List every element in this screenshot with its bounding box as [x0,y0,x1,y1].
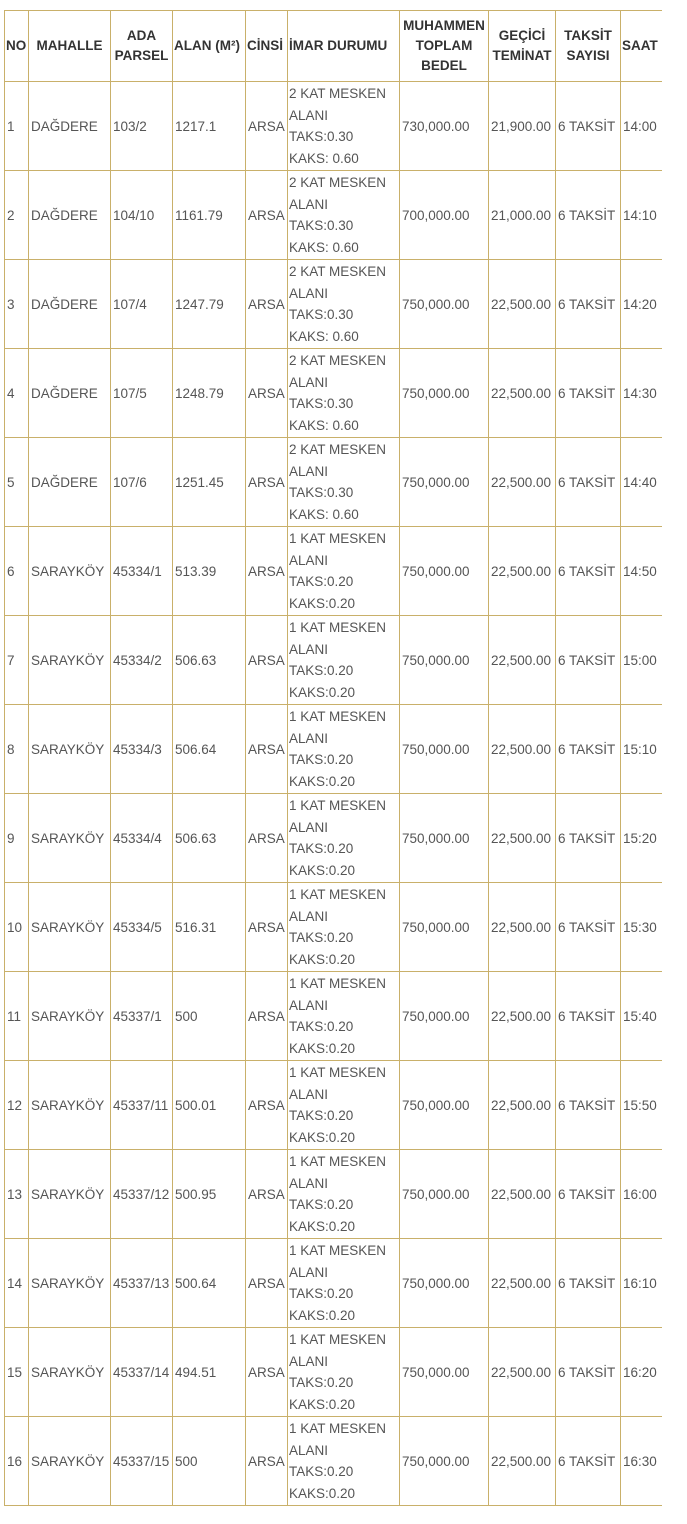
imar-line: 1 KAT MESKEN [289,1243,387,1258]
header-sayisi-line: SAYISI [566,48,610,63]
cell-mahalle: SARAYKÖY [29,527,111,616]
cell-alan: 1161.79 [173,171,246,260]
cell-bedel: 750,000.00 [400,260,489,349]
header-teminat-line: TEMİNAT [492,48,552,63]
cell-teminat: 22,500.00 [489,1239,556,1328]
imar-line: KAKS:0.20 [289,595,356,611]
imar-line: TAKS:0.20 [289,1019,354,1034]
cell-mahalle: SARAYKÖY [29,1417,111,1506]
imar-line: ALANI [289,374,329,390]
cell-alan: 500.01 [173,1061,246,1150]
imar-line: KAKS:0.20 [289,1129,356,1145]
cell-no: 15 [5,1328,29,1417]
cell-alan: 506.63 [173,794,246,883]
cell-mahalle: SARAYKÖY [29,1061,111,1150]
imar-line: TAKS:0.30 [289,218,354,233]
imar-line: 1 KAT MESKEN [289,798,387,813]
cell-cinsi: ARSA [246,171,288,260]
cell-alan: 1247.79 [173,260,246,349]
cell-mahalle: DAĞDERE [29,171,111,260]
imar-line: ALANI [289,1086,329,1102]
cell-teminat: 22,500.00 [489,705,556,794]
cell-imar [288,1328,400,1417]
imar-line: TAKS:0.20 [289,752,354,767]
cell-ada-parsel: 45337/14 [111,1328,173,1417]
cell-imar [288,1061,400,1150]
cell-teminat: 22,500.00 [489,794,556,883]
cell-ada-parsel: 45334/2 [111,616,173,705]
imar-line: ALANI [289,997,329,1013]
cell-no: 14 [5,1239,29,1328]
cell-bedel: 750,000.00 [400,883,489,972]
cell-ada-parsel: 45334/3 [111,705,173,794]
cell-taksit: 6 TAKSİT [556,616,621,705]
cell-cinsi: ARSA [246,1328,288,1417]
cell-no: 11 [5,972,29,1061]
cell-saat: 15:20 [621,794,663,883]
cell-mahalle: SARAYKÖY [29,1150,111,1239]
header-taksit [556,11,621,82]
cell-imar [288,82,400,171]
cell-teminat: 22,500.00 [489,616,556,705]
imar-line: 2 KAT MESKEN [289,264,387,279]
cell-bedel: 750,000.00 [400,1150,489,1239]
cell-no: 9 [5,794,29,883]
cell-saat: 15:10 [621,705,663,794]
imar-line: TAKS:0.20 [289,930,354,945]
cell-mahalle: DAĞDERE [29,82,111,171]
cell-bedel: 750,000.00 [400,1417,489,1506]
cell-taksit: 6 TAKSİT [556,1417,621,1506]
imar-line: 1 KAT MESKEN [289,1332,387,1347]
cell-saat: 14:30 [621,349,663,438]
imar-line: ALANI [289,1175,329,1191]
cell-imar [288,438,400,527]
cell-no: 3 [5,260,29,349]
cell-teminat: 21,000.00 [489,171,556,260]
cell-ada-parsel: 107/5 [111,349,173,438]
cell-teminat: 21,900.00 [489,82,556,171]
imar-line: 1 KAT MESKEN [289,1154,387,1169]
cell-mahalle: SARAYKÖY [29,616,111,705]
imar-line: 2 KAT MESKEN [289,353,387,368]
cell-imar [288,260,400,349]
header-bedel-line: BEDEL [421,58,467,73]
cell-alan: 494.51 [173,1328,246,1417]
cell-alan: 516.31 [173,883,246,972]
cell-ada-parsel: 45337/11 [111,1061,173,1150]
imar-line: KAKS:0.20 [289,773,356,789]
cell-imar [288,972,400,1061]
cell-taksit: 6 TAKSİT [556,1061,621,1150]
cell-saat: 14:10 [621,171,663,260]
imar-line: TAKS:0.30 [289,307,354,322]
cell-bedel: 750,000.00 [400,616,489,705]
cell-taksit: 6 TAKSİT [556,1328,621,1417]
header-cinsi: CİNSİ [246,11,288,82]
header-row [5,11,663,82]
cell-bedel: 750,000.00 [400,349,489,438]
cell-no: 12 [5,1061,29,1150]
cell-alan: 1251.45 [173,438,246,527]
cell-saat: 15:00 [621,616,663,705]
imar-line: KAKS: 0.60 [289,239,359,255]
cell-teminat: 22,500.00 [489,260,556,349]
cell-cinsi: ARSA [246,527,288,616]
header-gecici [489,11,556,82]
cell-taksit: 6 TAKSİT [556,82,621,171]
cell-no: 16 [5,1417,29,1506]
cell-mahalle: DAĞDERE [29,349,111,438]
cell-teminat: 22,500.00 [489,1328,556,1417]
cell-alan: 500.64 [173,1239,246,1328]
cell-alan: 500 [173,1417,246,1506]
imar-line: 1 KAT MESKEN [289,887,387,902]
cell-no: 4 [5,349,29,438]
cell-no: 8 [5,705,29,794]
imar-line: ALANI [289,552,329,568]
cell-saat: 14:40 [621,438,663,527]
imar-line: 2 KAT MESKEN [289,86,387,101]
cell-bedel: 750,000.00 [400,972,489,1061]
cell-cinsi: ARSA [246,82,288,171]
cell-bedel: 750,000.00 [400,705,489,794]
cell-no: 5 [5,438,29,527]
header-saat: SAAT [621,11,663,82]
table-row [5,794,663,883]
auction-table [4,10,662,1506]
imar-line: KAKS:0.20 [289,862,356,878]
imar-line: 2 KAT MESKEN [289,442,387,457]
imar-line: 2 KAT MESKEN [289,175,387,190]
cell-no: 7 [5,616,29,705]
cell-mahalle: SARAYKÖY [29,1239,111,1328]
cell-taksit: 6 TAKSİT [556,527,621,616]
imar-line: KAKS: 0.60 [289,417,359,433]
imar-line: KAKS:0.20 [289,1040,356,1056]
imar-line: KAKS: 0.60 [289,506,359,522]
header-ada-line: ADA [126,28,157,43]
table-row [5,171,663,260]
header-toplam-line: TOPLAM [415,38,473,53]
cell-ada-parsel: 45337/13 [111,1239,173,1328]
cell-no: 2 [5,171,29,260]
imar-line: TAKS:0.30 [289,396,354,411]
auction-table-container [4,10,662,1506]
cell-imar [288,171,400,260]
cell-ada-parsel: 45334/5 [111,883,173,972]
imar-line: KAKS: 0.60 [289,328,359,344]
imar-line: TAKS:0.20 [289,841,354,856]
table-row [5,260,663,349]
cell-mahalle: SARAYKÖY [29,1328,111,1417]
imar-line: KAKS:0.20 [289,684,356,700]
header-gecici-line: GEÇİCİ [498,28,546,43]
imar-line: ALANI [289,641,329,657]
cell-teminat: 22,500.00 [489,883,556,972]
header-taksit-line: TAKSİT [564,28,612,43]
cell-saat: 15:30 [621,883,663,972]
cell-teminat: 22,500.00 [489,972,556,1061]
imar-line: TAKS:0.20 [289,1197,354,1212]
cell-bedel: 750,000.00 [400,1239,489,1328]
header-mahalle: MAHALLE [29,11,111,82]
header-muhammen-line: MUHAMMEN [403,18,485,33]
cell-taksit: 6 TAKSİT [556,883,621,972]
imar-line: KAKS:0.20 [289,1218,356,1234]
imar-line: TAKS:0.30 [289,485,354,500]
table-row [5,1417,663,1506]
cell-mahalle: SARAYKÖY [29,883,111,972]
cell-cinsi: ARSA [246,438,288,527]
cell-alan: 500.95 [173,1150,246,1239]
cell-saat: 16:00 [621,1150,663,1239]
imar-line: ALANI [289,463,329,479]
cell-saat: 15:50 [621,1061,663,1150]
header-ada-parsel [111,11,173,82]
cell-cinsi: ARSA [246,349,288,438]
table-row [5,1239,663,1328]
cell-no: 6 [5,527,29,616]
cell-cinsi: ARSA [246,1061,288,1150]
cell-bedel: 750,000.00 [400,1328,489,1417]
cell-ada-parsel: 45337/12 [111,1150,173,1239]
cell-mahalle: SARAYKÖY [29,794,111,883]
cell-cinsi: ARSA [246,972,288,1061]
cell-saat: 16:30 [621,1417,663,1506]
cell-ada-parsel: 103/2 [111,82,173,171]
cell-teminat: 22,500.00 [489,527,556,616]
cell-ada-parsel: 107/4 [111,260,173,349]
cell-cinsi: ARSA [246,1150,288,1239]
cell-imar [288,1150,400,1239]
imar-line: ALANI [289,908,329,924]
imar-line: 1 KAT MESKEN [289,1421,387,1436]
cell-bedel: 700,000.00 [400,171,489,260]
table-row [5,82,663,171]
imar-line: KAKS: 0.60 [289,150,359,166]
cell-teminat: 22,500.00 [489,349,556,438]
cell-alan: 1248.79 [173,349,246,438]
imar-line: ALANI [289,819,329,835]
imar-line: 1 KAT MESKEN [289,531,387,546]
cell-mahalle: DAĞDERE [29,438,111,527]
cell-ada-parsel: 45334/1 [111,527,173,616]
cell-alan: 513.39 [173,527,246,616]
imar-line: TAKS:0.20 [289,1108,354,1123]
cell-imar [288,794,400,883]
header-alan: ALAN (M²) [173,11,246,82]
table-row [5,705,663,794]
table-row [5,883,663,972]
cell-mahalle: SARAYKÖY [29,705,111,794]
table-row [5,1328,663,1417]
header-muhammen [400,11,489,82]
cell-mahalle: SARAYKÖY [29,972,111,1061]
cell-ada-parsel: 45334/4 [111,794,173,883]
cell-bedel: 750,000.00 [400,794,489,883]
header-parsel-line: PARSEL [114,48,169,63]
cell-taksit: 6 TAKSİT [556,349,621,438]
cell-imar [288,1417,400,1506]
cell-imar [288,616,400,705]
table-row [5,972,663,1061]
cell-alan: 506.64 [173,705,246,794]
cell-alan: 1217.1 [173,82,246,171]
cell-ada-parsel: 107/6 [111,438,173,527]
imar-line: 1 KAT MESKEN [289,709,387,724]
imar-line: ALANI [289,1353,329,1369]
imar-line: 1 KAT MESKEN [289,1065,387,1080]
imar-line: KAKS:0.20 [289,951,356,967]
cell-bedel: 750,000.00 [400,1061,489,1150]
cell-cinsi: ARSA [246,1417,288,1506]
cell-taksit: 6 TAKSİT [556,1239,621,1328]
cell-imar [288,527,400,616]
cell-cinsi: ARSA [246,794,288,883]
imar-line: KAKS:0.20 [289,1396,356,1412]
cell-cinsi: ARSA [246,705,288,794]
cell-saat: 14:00 [621,82,663,171]
cell-imar [288,705,400,794]
table-row [5,1150,663,1239]
imar-line: 1 KAT MESKEN [289,620,387,635]
header-imar: İMAR DURUMU [288,11,400,82]
imar-line: TAKS:0.20 [289,1375,354,1390]
cell-taksit: 6 TAKSİT [556,171,621,260]
cell-cinsi: ARSA [246,1239,288,1328]
table-row [5,349,663,438]
cell-taksit: 6 TAKSİT [556,705,621,794]
cell-teminat: 22,500.00 [489,1150,556,1239]
cell-cinsi: ARSA [246,260,288,349]
cell-saat: 14:20 [621,260,663,349]
table-row [5,438,663,527]
cell-ada-parsel: 45337/1 [111,972,173,1061]
imar-line: ALANI [289,285,329,301]
header-no: NO [5,11,29,82]
table-body [5,82,663,1506]
cell-alan: 506.63 [173,616,246,705]
cell-taksit: 6 TAKSİT [556,260,621,349]
cell-cinsi: ARSA [246,883,288,972]
table-row [5,527,663,616]
cell-cinsi: ARSA [246,616,288,705]
cell-no: 10 [5,883,29,972]
cell-saat: 16:10 [621,1239,663,1328]
imar-line: ALANI [289,730,329,746]
imar-line: TAKS:0.30 [289,129,354,144]
cell-mahalle: DAĞDERE [29,260,111,349]
cell-no: 13 [5,1150,29,1239]
table-row [5,616,663,705]
cell-teminat: 22,500.00 [489,438,556,527]
cell-no: 1 [5,82,29,171]
imar-line: ALANI [289,1442,329,1458]
cell-bedel: 730,000.00 [400,82,489,171]
cell-imar [288,883,400,972]
cell-ada-parsel: 45337/15 [111,1417,173,1506]
cell-saat: 14:50 [621,527,663,616]
imar-line: ALANI [289,107,329,123]
cell-taksit: 6 TAKSİT [556,794,621,883]
cell-saat: 16:20 [621,1328,663,1417]
cell-teminat: 22,500.00 [489,1061,556,1150]
cell-alan: 500 [173,972,246,1061]
imar-line: TAKS:0.20 [289,663,354,678]
imar-line: ALANI [289,1264,329,1280]
table-row [5,1061,663,1150]
cell-taksit: 6 TAKSİT [556,1150,621,1239]
cell-bedel: 750,000.00 [400,438,489,527]
imar-line: KAKS:0.20 [289,1485,356,1501]
imar-line: TAKS:0.20 [289,574,354,589]
cell-saat: 15:40 [621,972,663,1061]
imar-line: 1 KAT MESKEN [289,976,387,991]
cell-bedel: 750,000.00 [400,527,489,616]
cell-imar [288,349,400,438]
cell-teminat: 22,500.00 [489,1417,556,1506]
cell-ada-parsel: 104/10 [111,171,173,260]
cell-taksit: 6 TAKSİT [556,972,621,1061]
imar-line: ALANI [289,196,329,212]
imar-line: TAKS:0.20 [289,1464,354,1479]
imar-line: TAKS:0.20 [289,1286,354,1301]
cell-taksit: 6 TAKSİT [556,438,621,527]
cell-imar [288,1239,400,1328]
imar-line: KAKS:0.20 [289,1307,356,1323]
